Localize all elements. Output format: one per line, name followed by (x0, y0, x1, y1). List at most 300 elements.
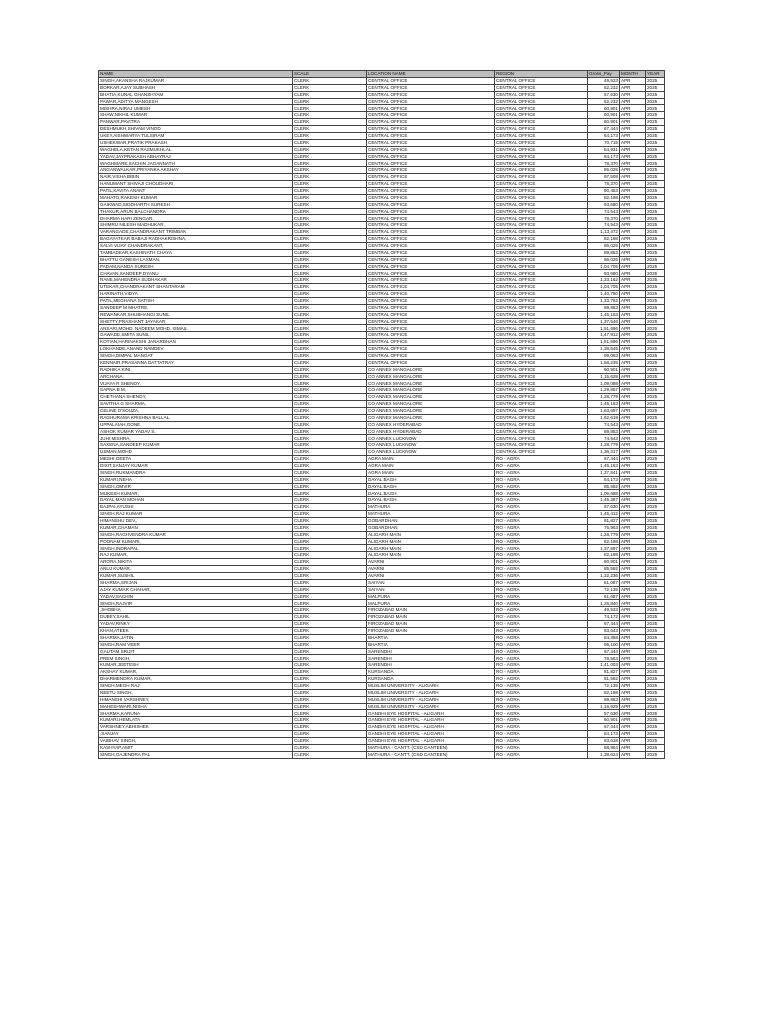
name-cell: SINGH,AKANSHA RAJKUMAR (99, 77, 293, 84)
year-cell: 2025 (646, 669, 665, 676)
name-cell: HARINATH,VIDYA (99, 291, 293, 298)
gross-pay-cell: 83,618 (588, 737, 620, 744)
scale-cell: CLERK (293, 648, 367, 655)
name-cell: KUMARI,HEMLATA (99, 717, 293, 724)
gross-pay-cell: 1,33,162 (588, 277, 620, 284)
table-row (99, 284, 665, 291)
table-row (99, 181, 665, 188)
region-cell: RO - AGRA (495, 607, 588, 614)
table-row (99, 428, 665, 435)
year-cell: 2025 (646, 222, 665, 229)
scale-cell: CLERK (293, 394, 367, 401)
scale-cell: CLERK (293, 744, 367, 751)
region-cell: CENTRAL OFFICE (495, 387, 588, 394)
region-cell: RO - AGRA (495, 469, 588, 476)
region-cell: CENTRAL OFFICE (495, 346, 588, 353)
name-cell: DUBEY,SAHIL (99, 614, 293, 621)
region-cell: CENTRAL OFFICE (495, 208, 588, 215)
location-cell: BHARTIA (367, 641, 495, 648)
gross-pay-cell: 82,198 (588, 194, 620, 201)
location-cell: CENTRAL OFFICE (367, 160, 495, 167)
location-cell: DAYAL BAGH (367, 490, 495, 497)
location-cell: CO ANNEX MANGALORE (367, 414, 495, 421)
name-cell: ARCHANA, (99, 373, 293, 380)
location-cell: CO ANNEX MANGALORE (367, 401, 495, 408)
year-cell: 2025 (646, 256, 665, 263)
gross-pay-cell: 74,543 (588, 208, 620, 215)
scale-cell: CLERK (293, 187, 367, 194)
scale-cell: CLERK (293, 201, 367, 208)
month-cell: APR (620, 744, 646, 751)
region-cell: RO - AGRA (495, 559, 588, 566)
location-cell: MATHURA (367, 504, 495, 511)
gross-pay-cell: 1,32,236 (588, 572, 620, 579)
name-cell: RADHIKA KINI, (99, 366, 293, 373)
gross-pay-cell: 64,173 (588, 132, 620, 139)
name-cell: BHATIA,KUNAL GHANSHYAM (99, 91, 293, 98)
year-cell: 2025 (646, 696, 665, 703)
region-cell: RO - AGRA (495, 627, 588, 634)
name-cell: KUMARI,NEHA (99, 476, 293, 483)
table-row (99, 346, 665, 353)
region-cell: RO - AGRA (495, 586, 588, 593)
month-cell: APR (620, 352, 646, 359)
region-cell: RO - AGRA (495, 566, 588, 573)
name-cell: MISHRA,NIRAJ UMESH (99, 105, 293, 112)
gross-pay-cell: 67,444 (588, 648, 620, 655)
location-cell: MUSLIM UNIVERSITY - ALIGARH (367, 689, 495, 696)
table-row (99, 566, 665, 573)
location-cell: CENTRAL OFFICE (367, 332, 495, 339)
month-cell: APR (620, 167, 646, 174)
scale-cell: CLERK (293, 346, 367, 353)
location-cell: CENTRAL OFFICE (367, 318, 495, 325)
name-cell: LOKHANDE,ANAND NAMDEV (99, 346, 293, 353)
table-row (99, 655, 665, 662)
scale-cell: CLERK (293, 174, 367, 181)
name-cell: ASHOK KUMAR YADAV S, (99, 428, 293, 435)
year-cell: 2025 (646, 332, 665, 339)
region-cell: CENTRAL OFFICE (495, 242, 588, 249)
scale-cell: CLERK (293, 476, 367, 483)
table-row (99, 311, 665, 318)
location-cell: CENTRAL OFFICE (367, 297, 495, 304)
region-cell: RO - AGRA (495, 662, 588, 669)
year-cell: 2025 (646, 497, 665, 504)
table-row (99, 689, 665, 696)
month-cell: APR (620, 641, 646, 648)
table-row (99, 91, 665, 98)
table-row (99, 731, 665, 738)
region-cell: CENTRAL OFFICE (495, 77, 588, 84)
name-cell: YADAV,JAYPRAKASH ABHAYRAJ (99, 153, 293, 160)
location-cell: CENTRAL OFFICE (367, 119, 495, 126)
year-cell: 2025 (646, 524, 665, 531)
month-cell: APR (620, 449, 646, 456)
scale-cell: CLERK (293, 84, 367, 91)
year-cell: 2025 (646, 641, 665, 648)
region-cell: RO - AGRA (495, 621, 588, 628)
scale-cell: CLERK (293, 153, 367, 160)
gross-pay-cell: 86,025 (588, 167, 620, 174)
year-cell: 2025 (646, 126, 665, 133)
scale-cell: CLERK (293, 724, 367, 731)
scale-cell: CLERK (293, 160, 367, 167)
year-cell: 2025 (646, 291, 665, 298)
location-cell: DAYAL BAGH (367, 483, 495, 490)
region-cell: RO - AGRA (495, 648, 588, 655)
table-row (99, 703, 665, 710)
year-cell: 2025 (646, 579, 665, 586)
scale-cell: CLERK (293, 490, 367, 497)
month-cell: APR (620, 614, 646, 621)
table-row (99, 634, 665, 641)
region-cell: CENTRAL OFFICE (495, 373, 588, 380)
table-row (99, 187, 665, 194)
region-cell: CENTRAL OFFICE (495, 291, 588, 298)
location-cell: FIROZABAD MAIN (367, 607, 495, 614)
table-row (99, 167, 665, 174)
scale-cell: CLERK (293, 449, 367, 456)
name-cell: MAHATO,RAKESH KUMAR (99, 194, 293, 201)
month-cell: APR (620, 139, 646, 146)
month-cell: APR (620, 160, 646, 167)
region-cell: CENTRAL OFFICE (495, 339, 588, 346)
month-cell: APR (620, 655, 646, 662)
name-cell: MESHI,GEETA (99, 456, 293, 463)
location-cell: SAIYAN (367, 579, 495, 586)
location-cell: CENTRAL OFFICE (367, 352, 495, 359)
scale-cell: CLERK (293, 242, 367, 249)
scale-cell: CLERK (293, 614, 367, 621)
scale-cell: CLERK (293, 511, 367, 518)
gross-pay-cell: 1,04,705 (588, 263, 620, 270)
name-cell: KHAN,ATEEK (99, 627, 293, 634)
year-cell: 2025 (646, 91, 665, 98)
month-cell: APR (620, 380, 646, 387)
year-cell: 2025 (646, 634, 665, 641)
gross-pay-cell: 76,563 (588, 655, 620, 662)
table-row (99, 524, 665, 531)
month-cell: APR (620, 346, 646, 353)
scale-cell: CLERK (293, 703, 367, 710)
table-row (99, 600, 665, 607)
location-cell: MUSLIM UNIVERSITY - ALIGARH (367, 696, 495, 703)
column-header-region: REGION (495, 71, 588, 78)
scale-cell: CLERK (293, 311, 367, 318)
region-cell: CENTRAL OFFICE (495, 112, 588, 119)
location-cell: CENTRAL OFFICE (367, 201, 495, 208)
gross-pay-cell: 1,28,779 (588, 442, 620, 449)
gross-pay-cell: 60,901 (588, 717, 620, 724)
table-row (99, 607, 665, 614)
year-cell: 2025 (646, 531, 665, 538)
gross-pay-cell: 81,592 (588, 676, 620, 683)
gross-pay-cell: 72,135 (588, 586, 620, 593)
location-cell: SARENDHI (367, 662, 495, 669)
region-cell: RO - AGRA (495, 497, 588, 504)
name-cell: GAUTAM,SRIJIT (99, 648, 293, 655)
name-cell: ANSARI,MOHD. NADEEM MOHD. ISMAIL (99, 325, 293, 332)
gross-pay-cell: 1,13,472 (588, 229, 620, 236)
year-cell: 2025 (646, 421, 665, 428)
year-cell: 2025 (646, 249, 665, 256)
month-cell: APR (620, 545, 646, 552)
name-cell: SINGH,RUKMANDRA (99, 469, 293, 476)
table-row (99, 112, 665, 119)
name-cell: MUKESH KUMAR, (99, 490, 293, 497)
month-cell: APR (620, 421, 646, 428)
year-cell: 2025 (646, 153, 665, 160)
gross-pay-cell: 1,28,779 (588, 394, 620, 401)
year-cell: 2025 (646, 490, 665, 497)
month-cell: APR (620, 682, 646, 689)
gross-pay-cell: 78,370 (588, 181, 620, 188)
month-cell: APR (620, 270, 646, 277)
region-cell: CENTRAL OFFICE (495, 194, 588, 201)
scale-cell: CLERK (293, 318, 367, 325)
region-cell: RO - AGRA (495, 696, 588, 703)
gross-pay-cell: 1,15,628 (588, 373, 620, 380)
scale-cell: CLERK (293, 304, 367, 311)
month-cell: APR (620, 236, 646, 243)
scale-cell: CLERK (293, 662, 367, 669)
month-cell: APR (620, 77, 646, 84)
scale-cell: CLERK (293, 634, 367, 641)
gross-pay-cell: 1,29,857 (588, 387, 620, 394)
month-cell: APR (620, 600, 646, 607)
location-cell: CENTRAL OFFICE (367, 208, 495, 215)
month-cell: APR (620, 710, 646, 717)
location-cell: GANDHI EYE HOSPITAL - ALIGARH (367, 710, 495, 717)
scale-cell: CLERK (293, 263, 367, 270)
name-cell: BAGAYATKAR BABAJI RADHAKRISHNA, (99, 236, 293, 243)
gross-pay-cell: 1,37,841 (588, 469, 620, 476)
year-cell: 2025 (646, 84, 665, 91)
gross-pay-cell: 64,173 (588, 731, 620, 738)
location-cell: ALIGARH MAIN (367, 552, 495, 559)
location-cell: CENTRAL OFFICE (367, 339, 495, 346)
table-row (99, 710, 665, 717)
scale-cell: CLERK (293, 414, 367, 421)
gross-pay-cell: 1,25,840 (588, 600, 620, 607)
month-cell: APR (620, 229, 646, 236)
region-cell: CENTRAL OFFICE (495, 153, 588, 160)
month-cell: APR (620, 676, 646, 683)
table-row (99, 614, 665, 621)
location-cell: AGRA MAIN (367, 456, 495, 463)
name-cell: NAIR,VISHA BIBIN (99, 174, 293, 181)
scale-cell: CLERK (293, 717, 367, 724)
location-cell: MALPURA (367, 593, 495, 600)
scale-cell: CLERK (293, 277, 367, 284)
region-cell: CENTRAL OFFICE (495, 435, 588, 442)
gross-pay-cell: 1,37,697 (588, 545, 620, 552)
region-cell: CENTRAL OFFICE (495, 270, 588, 277)
gross-pay-cell: 52,232 (588, 84, 620, 91)
scale-cell: CLERK (293, 737, 367, 744)
month-cell: APR (620, 703, 646, 710)
name-cell: SAVITHA G SHARMA, (99, 401, 293, 408)
year-cell: 2025 (646, 401, 665, 408)
region-cell: CENTRAL OFFICE (495, 366, 588, 373)
year-cell: 2025 (646, 724, 665, 731)
year-cell: 2025 (646, 676, 665, 683)
scale-cell: CLERK (293, 332, 367, 339)
year-cell: 2025 (646, 277, 665, 284)
month-cell: APR (620, 504, 646, 511)
location-cell: CO ANNEX MANGALORE (367, 407, 495, 414)
scale-cell: CLERK (293, 270, 367, 277)
month-cell: APR (620, 538, 646, 545)
location-cell: ALIGARH MAIN (367, 531, 495, 538)
region-cell: RO - AGRA (495, 579, 588, 586)
year-cell: 2025 (646, 655, 665, 662)
name-cell: ,SANJAY (99, 731, 293, 738)
location-cell: DAYAL BAGH (367, 476, 495, 483)
year-cell: 2025 (646, 311, 665, 318)
month-cell: APR (620, 662, 646, 669)
location-cell: CENTRAL OFFICE (367, 311, 495, 318)
column-header-gross-pay: Gross_Pay (588, 71, 620, 78)
gross-pay-cell: 89,853 (588, 428, 620, 435)
table-row (99, 153, 665, 160)
table-row (99, 373, 665, 380)
region-cell: RO - AGRA (495, 483, 588, 490)
location-cell: CO ANNEX MANGALORE (367, 366, 495, 373)
region-cell: RO - AGRA (495, 669, 588, 676)
region-cell: RO - AGRA (495, 456, 588, 463)
location-cell: SAIYAN (367, 586, 495, 593)
gross-pay-cell: 85,592 (588, 566, 620, 573)
region-cell: RO - AGRA (495, 751, 588, 758)
gross-pay-cell: 82,198 (588, 236, 620, 243)
location-cell: CENTRAL OFFICE (367, 263, 495, 270)
table-row (99, 126, 665, 133)
scale-cell: CLERK (293, 641, 367, 648)
year-cell: 2025 (646, 614, 665, 621)
scale-cell: CLERK (293, 442, 367, 449)
location-cell: SARENDHI (367, 655, 495, 662)
location-cell: AVARNI (367, 566, 495, 573)
name-cell: YADAV,SACHIN (99, 593, 293, 600)
location-cell: CENTRAL OFFICE (367, 84, 495, 91)
table-row (99, 497, 665, 504)
table-row (99, 469, 665, 476)
table-row (99, 77, 665, 84)
table-row (99, 641, 665, 648)
month-cell: APR (620, 524, 646, 531)
region-cell: CENTRAL OFFICE (495, 449, 588, 456)
year-cell: 2025 (646, 208, 665, 215)
name-cell: BORKAR,AJAY SUBHASH (99, 84, 293, 91)
month-cell: APR (620, 428, 646, 435)
scale-cell: CLERK (293, 297, 367, 304)
table-row (99, 229, 665, 236)
gross-pay-cell: 1,33,762 (588, 297, 620, 304)
scale-cell: CLERK (293, 751, 367, 758)
year-cell: 2025 (646, 112, 665, 119)
name-cell: VIJAYA R SHENOY, (99, 380, 293, 387)
region-cell: CENTRAL OFFICE (495, 311, 588, 318)
region-cell: CENTRAL OFFICE (495, 236, 588, 243)
location-cell: CENTRAL OFFICE (367, 181, 495, 188)
location-cell: CO ANNEX MANGALORE (367, 394, 495, 401)
location-cell: CENTRAL OFFICE (367, 105, 495, 112)
month-cell: APR (620, 552, 646, 559)
month-cell: APR (620, 201, 646, 208)
table-row (99, 435, 665, 442)
gross-pay-cell: 64,173 (588, 153, 620, 160)
scale-cell: CLERK (293, 359, 367, 366)
name-cell: POONAM KUMARI, (99, 538, 293, 545)
name-cell: DIXIT,SANJAY KUMAR (99, 462, 293, 469)
year-cell: 2025 (646, 215, 665, 222)
location-cell: FIROZABAD MAIN (367, 627, 495, 634)
name-cell: KENNAIR,PRASANNA DATTATRAY (99, 359, 293, 366)
name-cell: USHEKWAR,PRATIK PRAKASH (99, 139, 293, 146)
region-cell: CENTRAL OFFICE (495, 84, 588, 91)
table-row (99, 401, 665, 408)
gross-pay-cell: 89,853 (588, 696, 620, 703)
month-cell: APR (620, 462, 646, 469)
month-cell: APR (620, 304, 646, 311)
month-cell: APR (620, 490, 646, 497)
name-cell: DHARMA HARI ZENGAR, (99, 215, 293, 222)
gross-pay-cell: 85,592 (588, 483, 620, 490)
gross-pay-cell: 95,100 (588, 641, 620, 648)
month-cell: APR (620, 297, 646, 304)
month-cell: APR (620, 586, 646, 593)
region-cell: RO - AGRA (495, 538, 588, 545)
scale-cell: CLERK (293, 91, 367, 98)
scale-cell: CLERK (293, 119, 367, 126)
year-cell: 2025 (646, 483, 665, 490)
region-cell: CENTRAL OFFICE (495, 332, 588, 339)
location-cell: CENTRAL OFFICE (367, 270, 495, 277)
name-cell: PANWAR,PAVITRA (99, 119, 293, 126)
year-cell: 2025 (646, 174, 665, 181)
year-cell: 2025 (646, 689, 665, 696)
year-cell: 2025 (646, 538, 665, 545)
scale-cell: CLERK (293, 497, 367, 504)
scale-cell: CLERK (293, 387, 367, 394)
table-row (99, 421, 665, 428)
month-cell: APR (620, 593, 646, 600)
table-row (99, 146, 665, 153)
table-row (99, 552, 665, 559)
name-cell: SINGH,RAGHVENDRA KUMAR (99, 531, 293, 538)
location-cell: SARENDHI (367, 648, 495, 655)
gross-pay-cell: 1,45,163 (588, 401, 620, 408)
gross-pay-cell: 68,864 (588, 744, 620, 751)
name-cell: BAJPAI,AYUSHI (99, 504, 293, 511)
location-cell: AVARNI (367, 572, 495, 579)
table-row (99, 517, 665, 524)
location-cell: CO ANNEX LUCKNOW (367, 449, 495, 456)
table-row (99, 208, 665, 215)
scale-cell: CLERK (293, 586, 367, 593)
region-cell: CENTRAL OFFICE (495, 249, 588, 256)
name-cell: SALVI VIJAY CHANDRAKANT, (99, 242, 293, 249)
month-cell: APR (620, 126, 646, 133)
table-row (99, 387, 665, 394)
year-cell: 2025 (646, 194, 665, 201)
name-cell: SHARMA,SRIJAN (99, 579, 293, 586)
table-row (99, 174, 665, 181)
month-cell: APR (620, 751, 646, 758)
table-row (99, 236, 665, 243)
